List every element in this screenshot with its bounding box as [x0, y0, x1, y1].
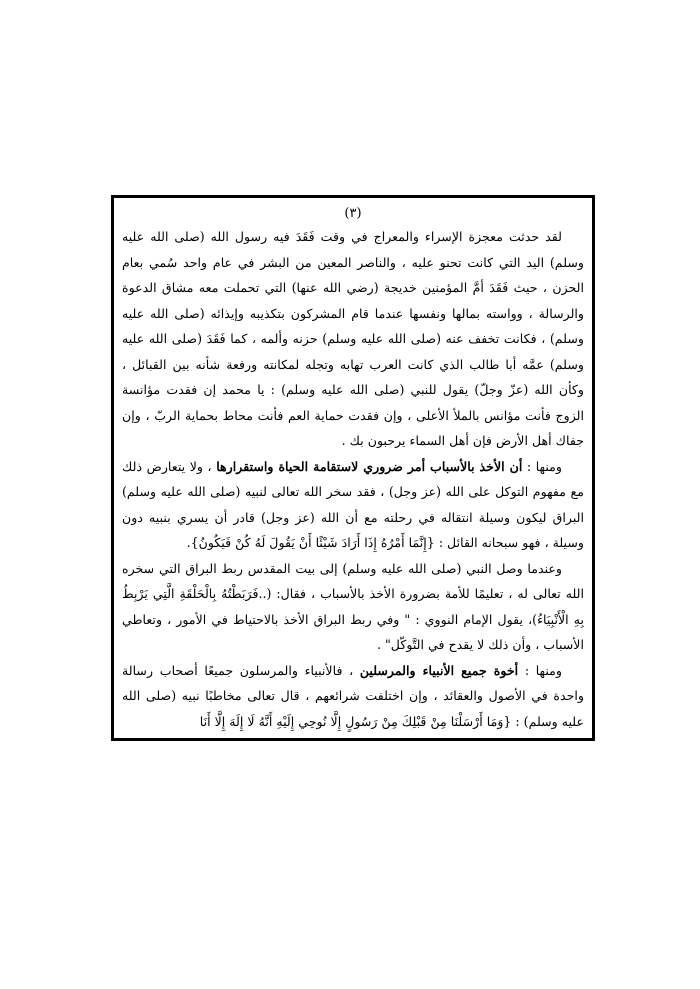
bordered-text-frame [111, 195, 595, 741]
paragraph-lead: ومنها : [518, 662, 562, 678]
paragraph-text: ، فالأنبياء والمرسلون جميعًا أصحاب رسالة واحدة في الأصول والعقائد ، وإن اختلفت شرائعهم ، قال تعالى مخاطبًا نبيه (صلى الله عليه وسلم) : {وَمَا أَرْسَلْنَا مِنْ قَبْلِكَ مِنْ رَسُولٍ إِلَّا نُوحِي إِلَيْهِ أَنَّهُ لَا إِلَهَ إِلَّا أَنَا [122, 662, 584, 729]
paragraph-highlight: أن الأخذ بالأسباب أمر ضروري لاستقامة الحياة واستقرارها [216, 458, 523, 474]
paragraph-taking-means [122, 454, 584, 556]
page-content [122, 204, 584, 734]
paragraph-text: ، ولا يتعارض ذلك مع مفهوم التوكل على الله (عز وجل) ، فقد سخر الله تعالى لنبيه (صلى الله عليه وسلم) البراق ليكون وسيلة انتقاله في رحلته مع أن الله (عز وجل) قادر أن يسري بنبيه دون وسيلة ، فهو سبحانه القائل : {إِنَّمَا أَمْرُهُ إِذَا أَرَادَ شَيْئًا أَنْ يَقُولَ لَهُ كُنْ فَيَكُونُ}. [122, 458, 584, 550]
paragraph-text: وعندما وصل النبي (صلى الله عليه وسلم) إلى بيت المقدس ربط البراق التي سخره الله تعالى له ، تعليمًا للأمة بضرورة الأخذ بالأسباب ، فقال: (..فَرَبَطْتُهُ بِالْحَلْقَةِ الَّتِي يَرْبِطُ بِهِ الْأَنْبِيَاءُ)، يقول الإمام النووي : " وفي ربط البراق الأخذ بالاحتياط في الأمور ، وتعاطي الأسباب ، وأن ذلك لا يقدح في التَّوكّل" . [122, 560, 584, 652]
paragraph-text: لقد حدثت معجزة الإسراء والمعراج في وقت فَقَدَ فيه رسول الله (صلى الله عليه وسلم) اليد التي كانت تحنو عليه ، والناصر المعين من البشر في عام واحد سُمي بعام الحزن ، حيث فَقَدَ أمَّ المؤمنين خديجة (رضي الله عنها) التي تحملت معه مشاق الدعوة والرسالة ، وواسته بمالها ونفسها عندما قام المشركون بتكذيبه وإيذائه (صلى الله عليه وسلم) ، فكانت تخفف عنه (صلى الله عليه وسلم) حزنه وألمه ، كما فَقَدَ (صلى الله عليه وسلم) عمَّه أبا طالب الذي كانت العرب تهابه وتجله لمكانته ورفعة شأنه بين القبائل ، وكأن الله (عزّ وجلّ) يقول للنبي (صلى الله عليه وسلم) : يا محمد إن فقدت مؤانسة الزوج فأنت مؤانس بالملأ الأعلى ، وإن فقدت حماية العم فأنت محاط بحماية الربّ ، وإن جفاك أهل الأرض فإن أهل السماء يرحبون بك . [122, 229, 584, 448]
paragraph-prophets-brotherhood [122, 658, 584, 735]
paragraph-buraq [122, 556, 584, 658]
page-number: (٣) [344, 206, 362, 221]
paragraph-lead: ومنها : [522, 458, 562, 474]
paragraph-isra-miraj [122, 224, 584, 454]
paragraph-highlight: أخوة جميع الأنبياء والمرسلين [359, 662, 519, 678]
